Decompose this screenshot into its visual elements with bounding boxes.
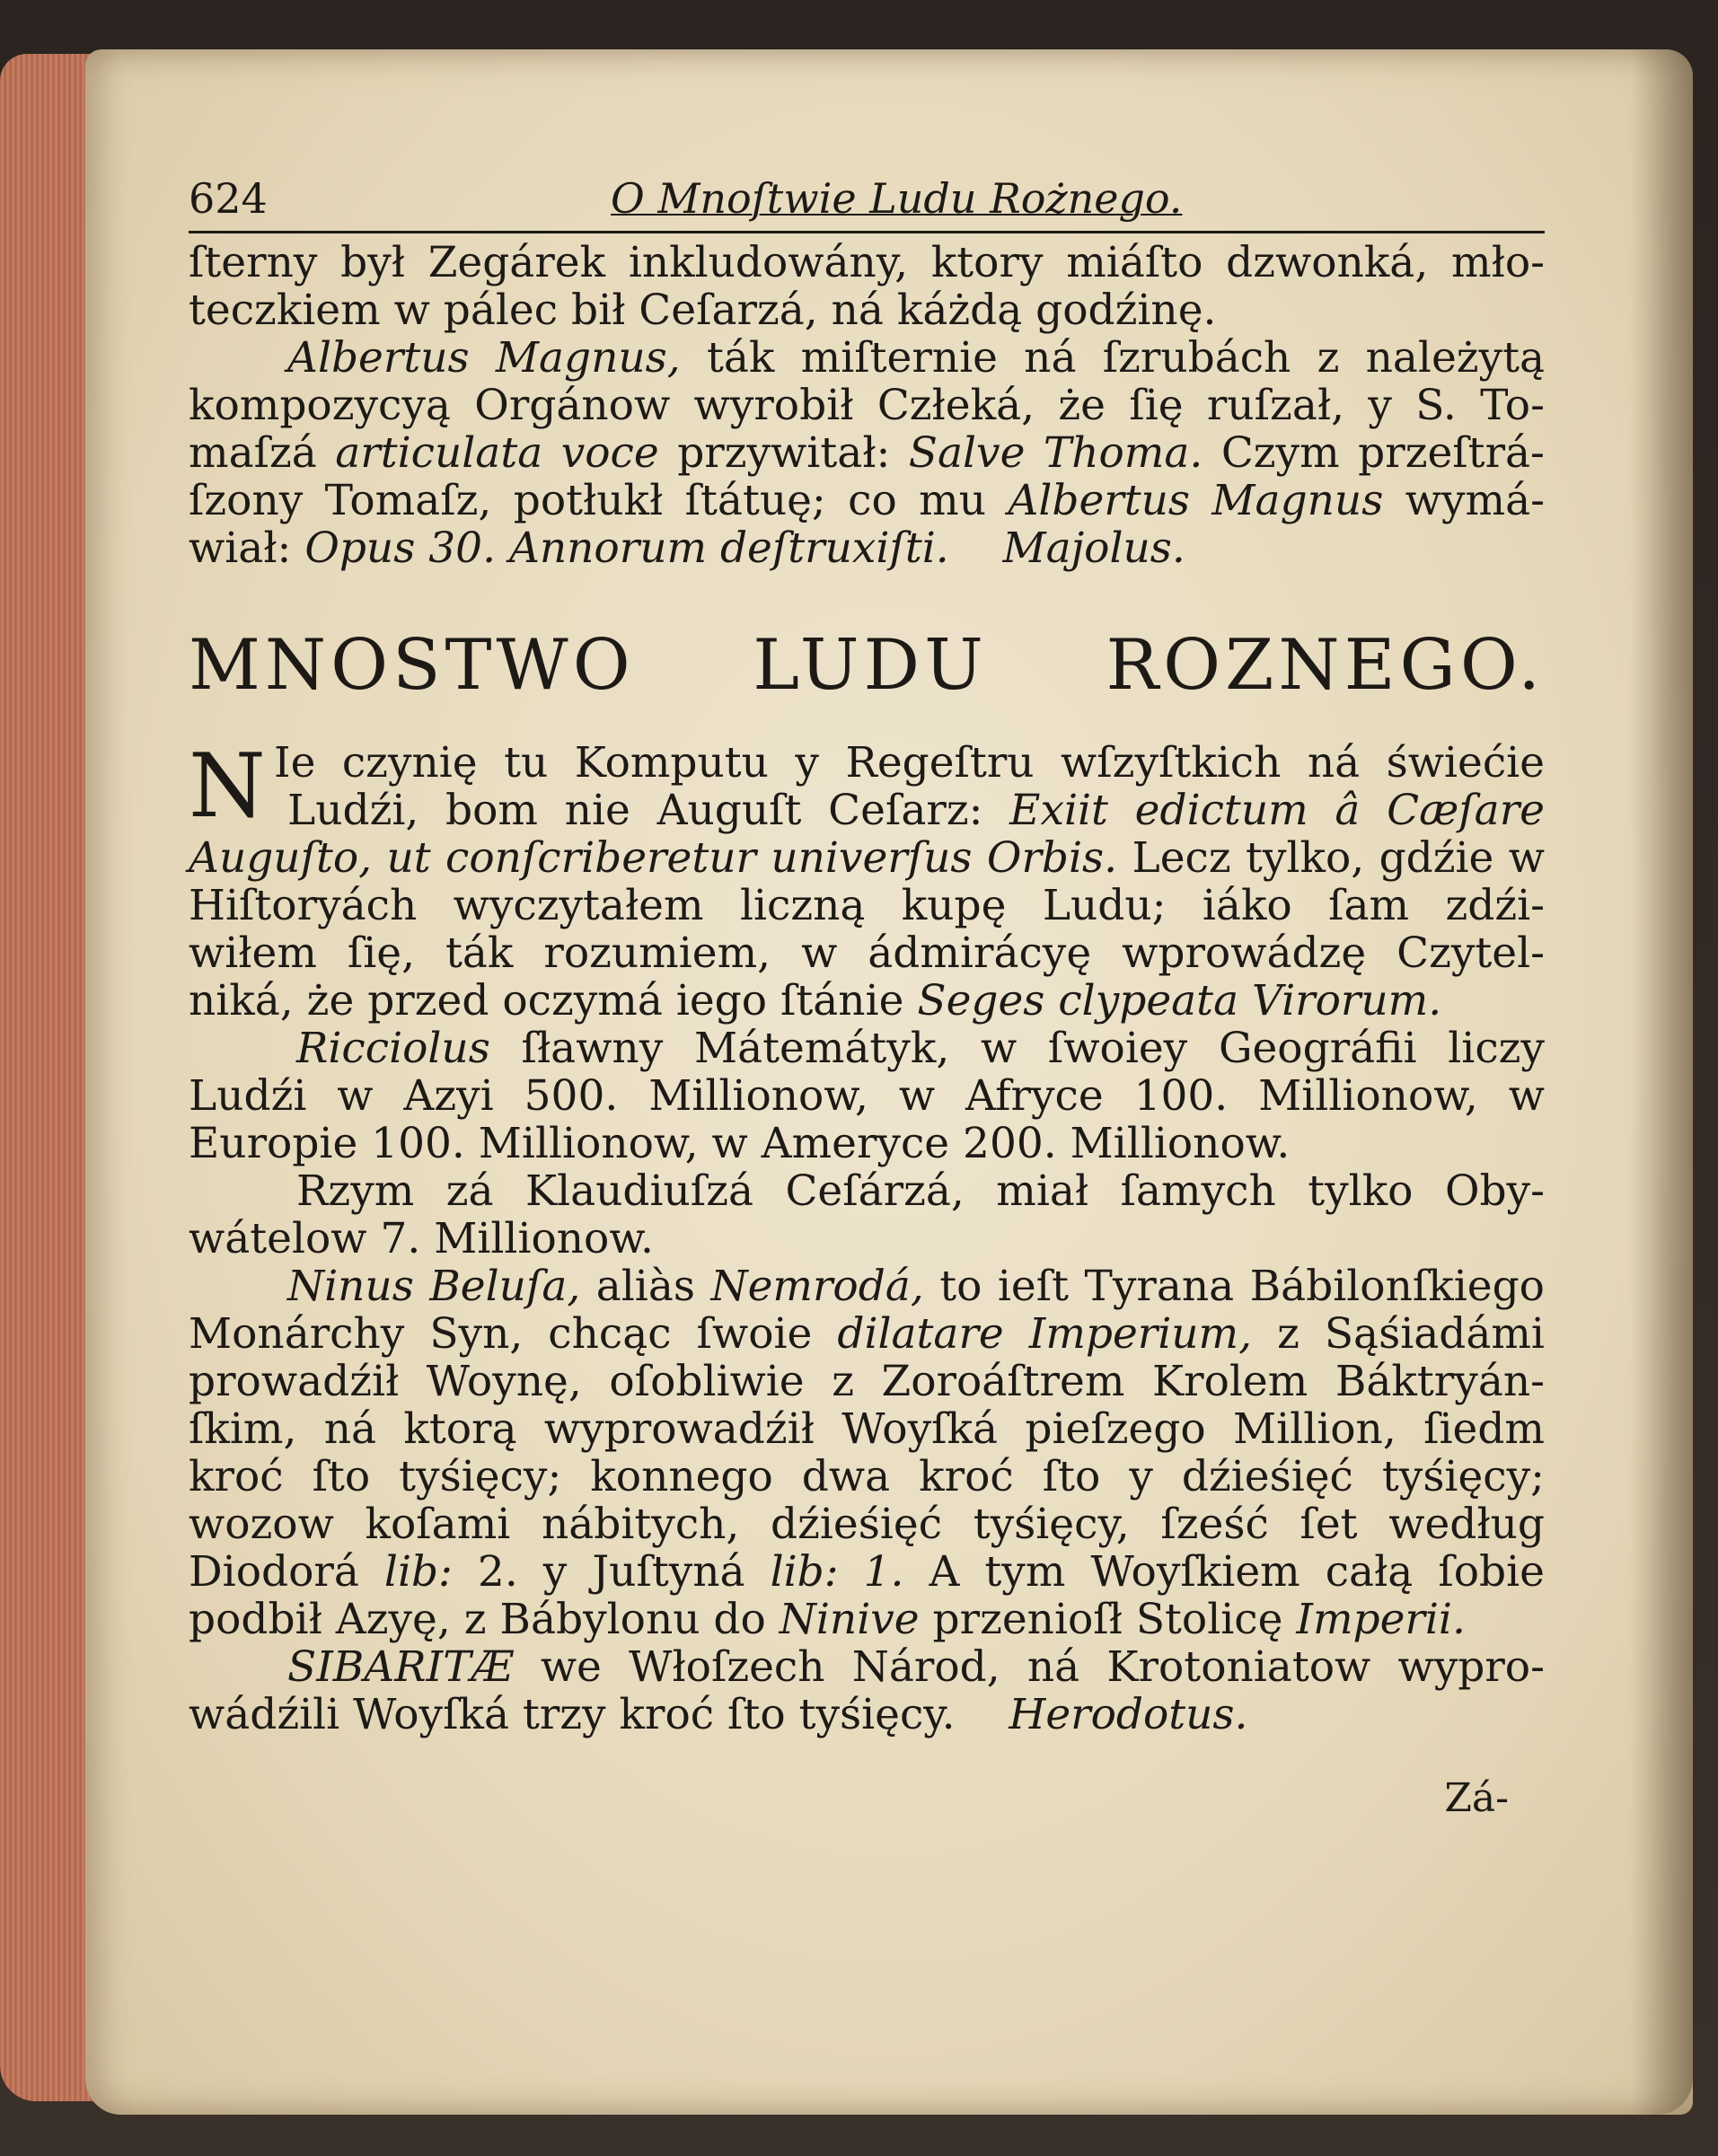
latin-phrase: dilatare Imperium, [837,1309,1253,1359]
text-line [189,1643,1545,1691]
text-run: przenioſł Stolicę [932,1595,1283,1644]
text-line [189,787,1545,834]
name-ninus: Ninus Beluſa, [287,1262,581,1311]
text-line [189,1596,1545,1643]
text-line: kroć ſto tyśięcy; konnego dwa kroć ſto y dźieśięć tyśięcy; [189,1452,1545,1501]
drop-capital: N [189,735,266,838]
para-rome [189,1167,1545,1263]
text-run: wádźili Woyſká trzy kroć ſto tyśięcy. [189,1690,956,1739]
text-line [189,429,1545,477]
text-run: Czym przeſtrá- [1220,428,1545,478]
text-line: wozow koſami nábitych, dźieśięć tyśięcy, ſześć ſet według [189,1500,1545,1549]
citation-ref: lib: 1. [770,1547,904,1597]
para-intro [189,735,1545,1025]
text-run: przywitał: [677,428,891,478]
text-line: kompozycyą Orgánow wyrobił Człeká, że ſię ruſzał, y S. To- [189,381,1545,430]
latin-phrase: Seges clypeata Virorum. [917,976,1442,1025]
text-line [189,524,1545,572]
latin-phrase: Salve Thoma. [908,428,1203,478]
text-line [189,1548,1545,1596]
name-albertus: Albertus Magnus, [287,333,681,383]
latin-phrase: articulata voce [335,428,659,478]
text-run: Diodorá [189,1547,359,1597]
source-citation: Majolus. [1002,524,1185,573]
text-line [189,334,1545,382]
citation-ref: lib: [383,1547,453,1597]
text-run: wiał: [189,524,292,573]
text-line [189,977,1545,1025]
text-line [189,834,1545,882]
text-run: ſzony Tomaſz, potłukł ſtátuę; co mu [189,476,986,525]
latin-phrase: Opus 30. Annorum deſtruxiſti. [304,524,949,573]
text-run: niká, że przed oczymá iego ſtánie [189,976,904,1025]
page-text [189,175,1545,1846]
para-ninus [189,1263,1545,1643]
text-run: we Włoſzech Národ, ná Krotoniatow wypro- [540,1642,1545,1692]
text-run: Lecz tylko, gdźie w [1132,833,1545,883]
dropcap-block [189,735,1545,838]
page-number: 624 [189,174,268,223]
name-sibaritae: SIBARITÆ [287,1642,514,1692]
text-line [189,477,1545,524]
section-heading: MNOSTWO LUDU ROZNEGO. [189,625,1545,706]
text-run: Monárchy Syn, chcąc ſwoie [189,1309,813,1359]
page-header [189,175,1545,233]
text-run: Ludźi, bom nie Auguſt Ceſarz: [287,786,983,835]
text-run: wymá- [1405,476,1545,525]
text-run: to ieſt Tyrana Bábilonſkiego [939,1262,1545,1311]
text-run: z Sąśiadámi [1277,1309,1545,1359]
source-citation: Herodotus. [1009,1690,1248,1739]
intro-paragraph [189,239,1545,334]
text-line: prowadźił Woynę, oſobliwie z Zoroáſtrem Krolem Báktryán- [189,1357,1545,1406]
catchword: Zá- [1444,1775,1509,1821]
text-run: maſzá [189,428,317,478]
name-ricciolus: Ricciolus [296,1024,490,1073]
text-run: aliàs [595,1262,695,1311]
place-ninive: Ninive [779,1595,920,1644]
latin-phrase: Imperii. [1296,1595,1466,1644]
albertus-paragraph [189,334,1545,572]
text-run: ſławny Mátemátyk, w ſwoiey Geográfii liczy [521,1024,1545,1073]
text-run: A tym Woyſkiem całą ſobie [929,1547,1545,1597]
text-run: podbił Azyę, z Bábylonu do [189,1595,766,1644]
running-head: O Mnoſtwie Ludu Rożnego. [611,174,1183,223]
text-line: Hiſtoryách wyczytałem liczną kupę Ludu; iáko ſam zdźi- [189,881,1545,930]
text-line [189,1691,1545,1738]
text-line: ſterny był Zegárek inkludowány, ktory miáſto dzwonká, mło- [189,238,1545,287]
text-run: ták miſternie ná ſzrubách z należytą [706,333,1545,383]
gutter-shadow [1630,49,1693,2115]
text-line: Rzym zá Klaudiuſzá Ceſárzá, miał ſamych tylko Oby- [296,1166,1545,1216]
text-line: wiłem ſię, ták rozumiem, w ádmirácyę wprowádzę Czytel- [189,928,1545,978]
text-line [189,1310,1545,1358]
text-line: ſkim, ná ktorą wyprowadźił Woyſká pieſzego Million, ſiedm [189,1404,1545,1454]
text-line [189,1025,1545,1072]
text-line: teczkiem w pálec bił Ceſarzá, ná káżdą godźinę. [189,286,1217,335]
latin-phrase: Exiit edictum â Cæſare [1009,786,1545,835]
catchword-row [189,1774,1545,1846]
text-line: Ie czynię tu Komputu y Regeſtru wſzyſtkich ná świećie [274,738,1545,788]
latin-phrase: Auguſto, ut conſcriberetur univerſus Orbis. [189,833,1118,883]
text-line: Europie 100. Millionow, w Ameryce 200. Millionow. [189,1119,1291,1168]
text-line: wátelow 7. Millionow. [189,1214,654,1263]
name-nemrod: Nemrodá, [710,1262,924,1311]
text-line: Ludźi w Azyi 500. Millionow, w Afryce 100. Millionow, w [189,1071,1545,1121]
text-run: 2. y Juſtyná [477,1547,745,1597]
text-line [189,1263,1545,1310]
para-ricciolus [189,1025,1545,1167]
name-albertus: Albertus Magnus [1008,476,1384,525]
para-sibaritae [189,1643,1545,1738]
